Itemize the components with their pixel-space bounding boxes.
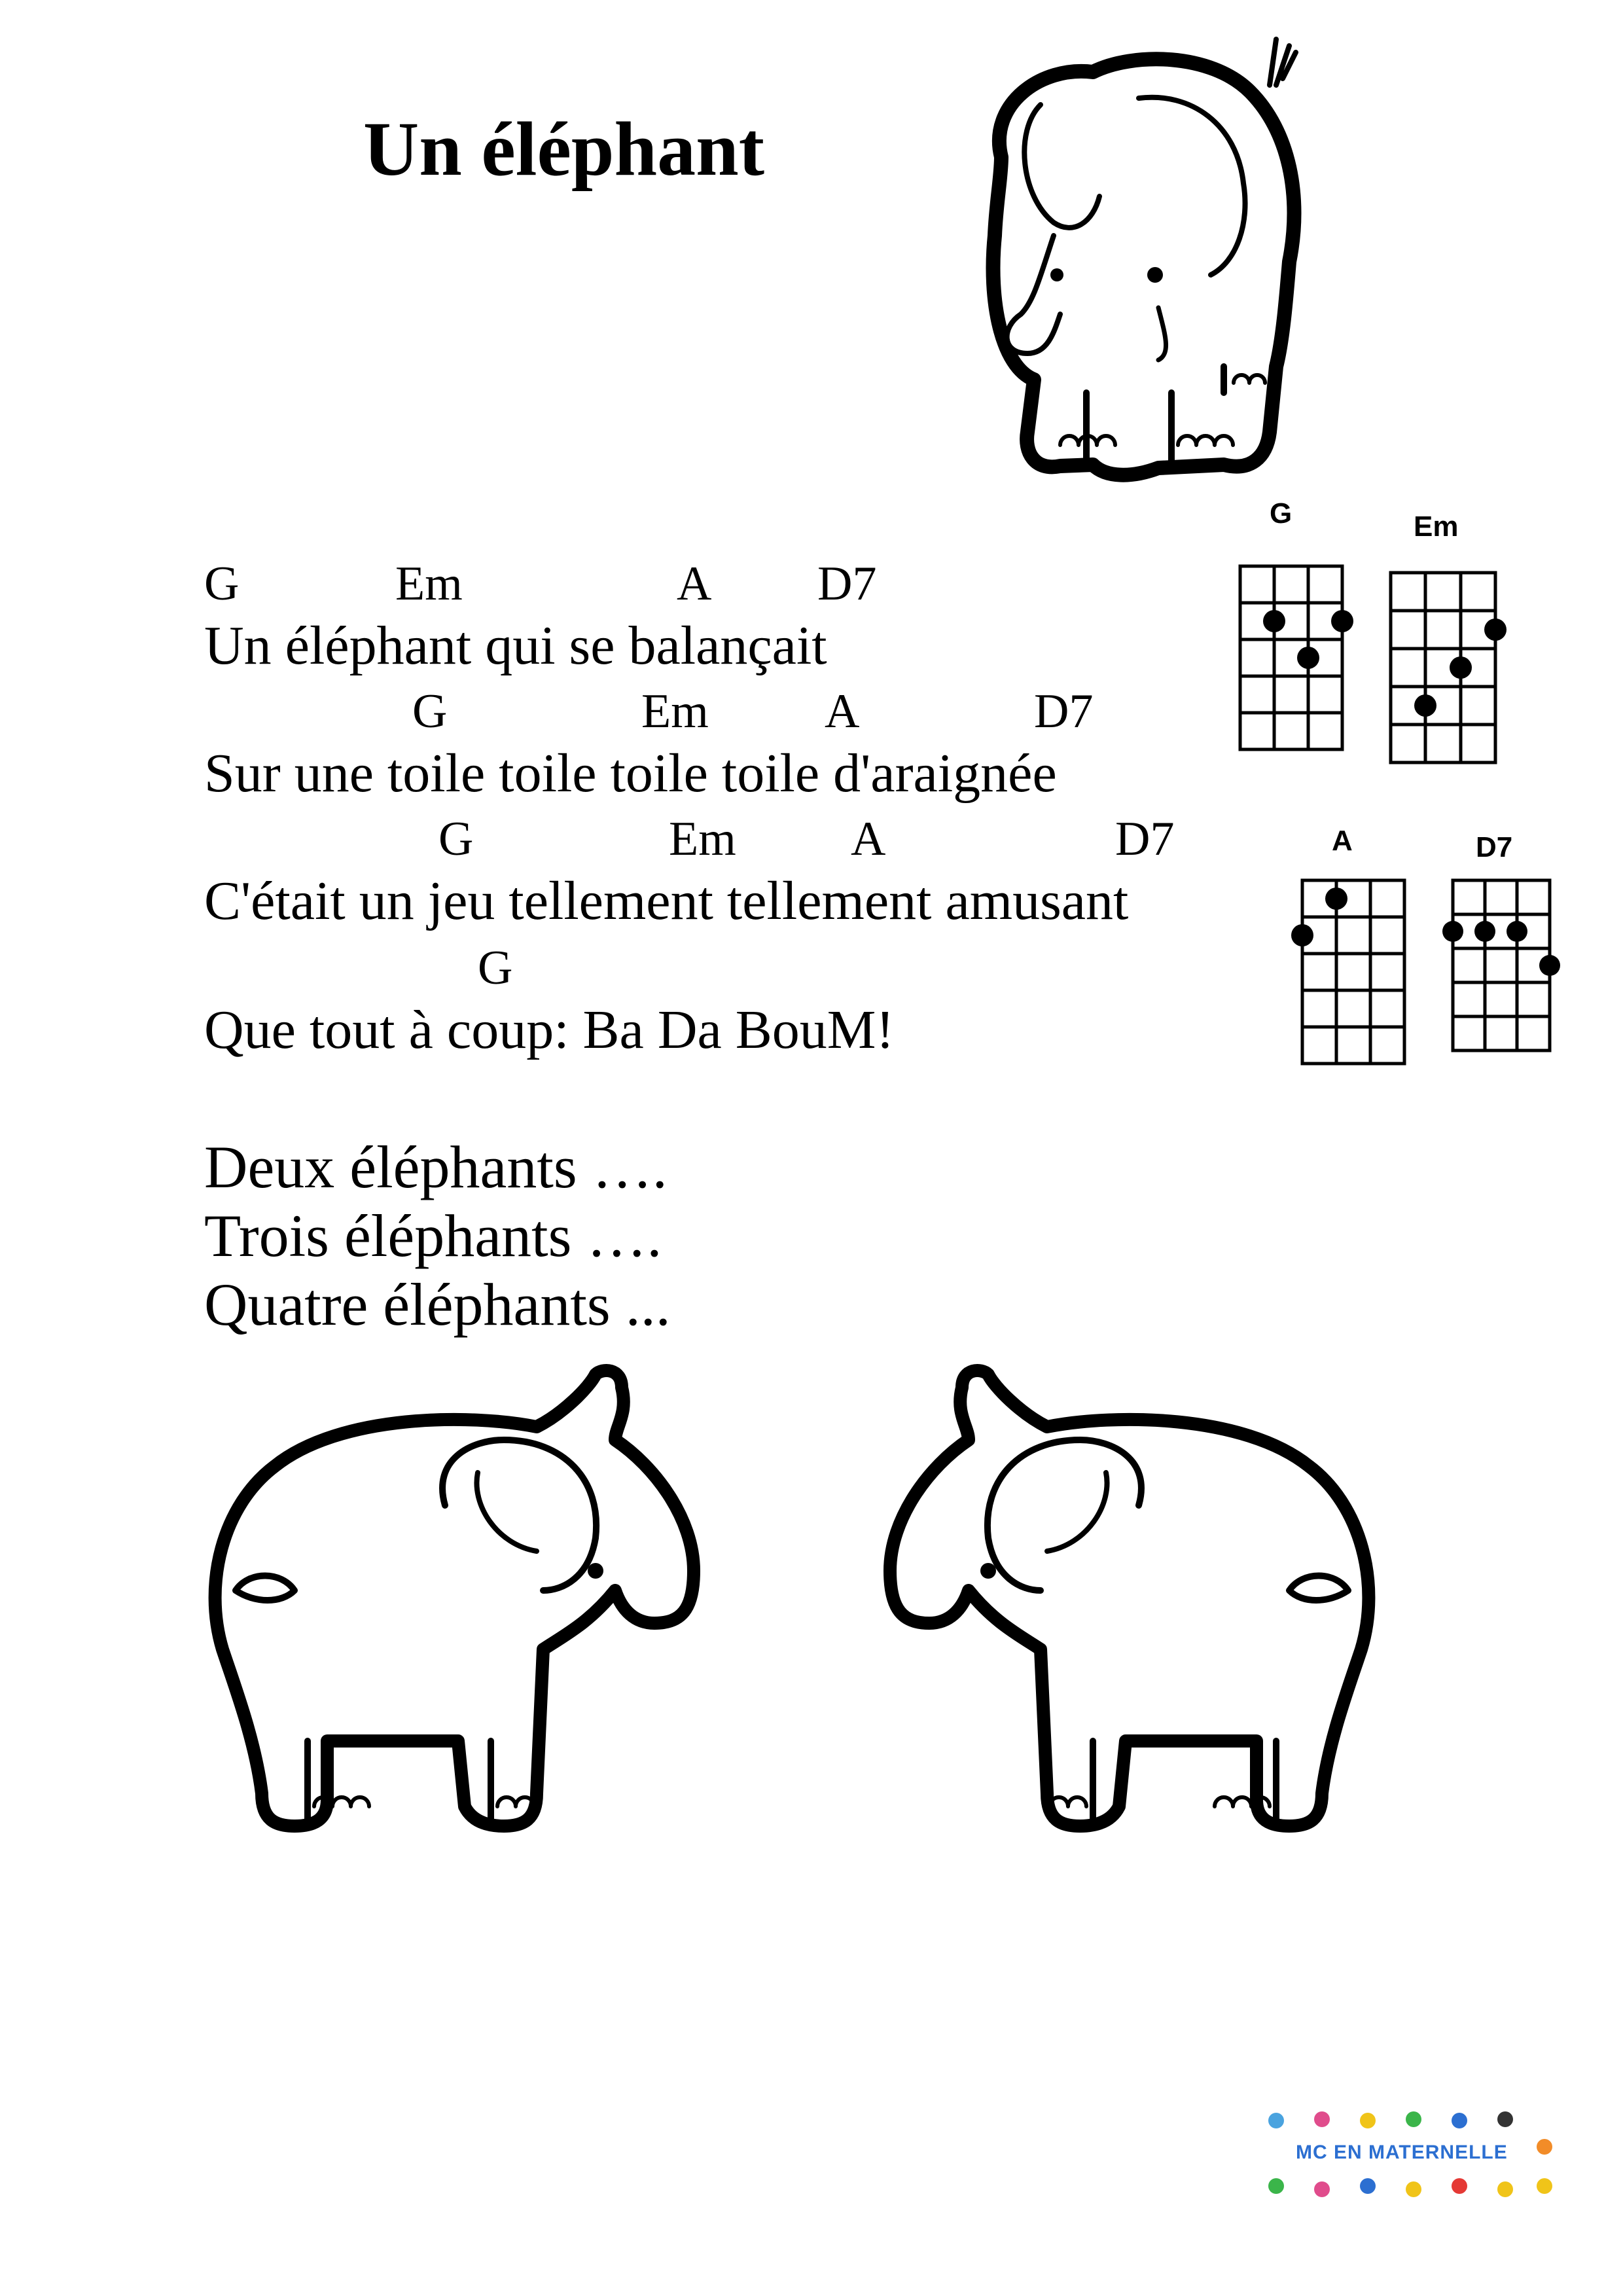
lyric-line: Que tout à coup: Ba Da BouM! (204, 999, 895, 1060)
fretboard-a (1296, 877, 1407, 1073)
chord-line (204, 684, 1251, 736)
chord-diagram-label: D7 (1476, 831, 1513, 863)
page-title: Un éléphant (363, 106, 765, 192)
lyric-line: Un éléphant qui se balançait (204, 615, 827, 676)
elephant-illustration-top (962, 26, 1329, 484)
verse-line: Trois éléphants …. (204, 1202, 662, 1269)
chord-label: G (438, 812, 474, 866)
fretboard-d7 (1446, 877, 1558, 1073)
chord-label: G (412, 685, 448, 738)
chord-label: D7 (1034, 685, 1094, 738)
elephant-illustration-left (196, 1374, 746, 1846)
chord-label: D7 (1115, 812, 1175, 866)
fretboard-g (1237, 563, 1348, 759)
verse-line: Deux éléphants …. (204, 1134, 668, 1200)
chord-label: A (825, 685, 860, 738)
lyric-line: Sur une toile toile toile toile d'araignée (204, 743, 1057, 804)
lyric-line: C'était un jeu tellement tellement amusant (204, 870, 1129, 931)
fretboard-em (1387, 569, 1502, 766)
verse-line: Quatre éléphants ... (204, 1271, 671, 1338)
chord-diagram-label: Em (1414, 511, 1459, 543)
logo-text: MC EN MATERNELLE (1296, 2142, 1508, 2163)
chord-line (204, 556, 1251, 609)
chord-diagram-label: G (1270, 497, 1293, 529)
chord-label: Em (641, 685, 709, 738)
chord-line (204, 812, 1251, 864)
chord-diagram-label: A (1332, 825, 1353, 857)
chord-label: G (478, 941, 513, 995)
chord-label: A (851, 812, 886, 866)
chord-label: Em (395, 557, 463, 611)
chord-line (204, 941, 1251, 993)
chord-label: G (204, 557, 240, 611)
chord-label: D7 (817, 557, 877, 611)
chord-label: Em (669, 812, 736, 866)
logo (1257, 2108, 1571, 2212)
chord-label: A (677, 557, 712, 611)
elephant-illustration-right (838, 1374, 1387, 1846)
